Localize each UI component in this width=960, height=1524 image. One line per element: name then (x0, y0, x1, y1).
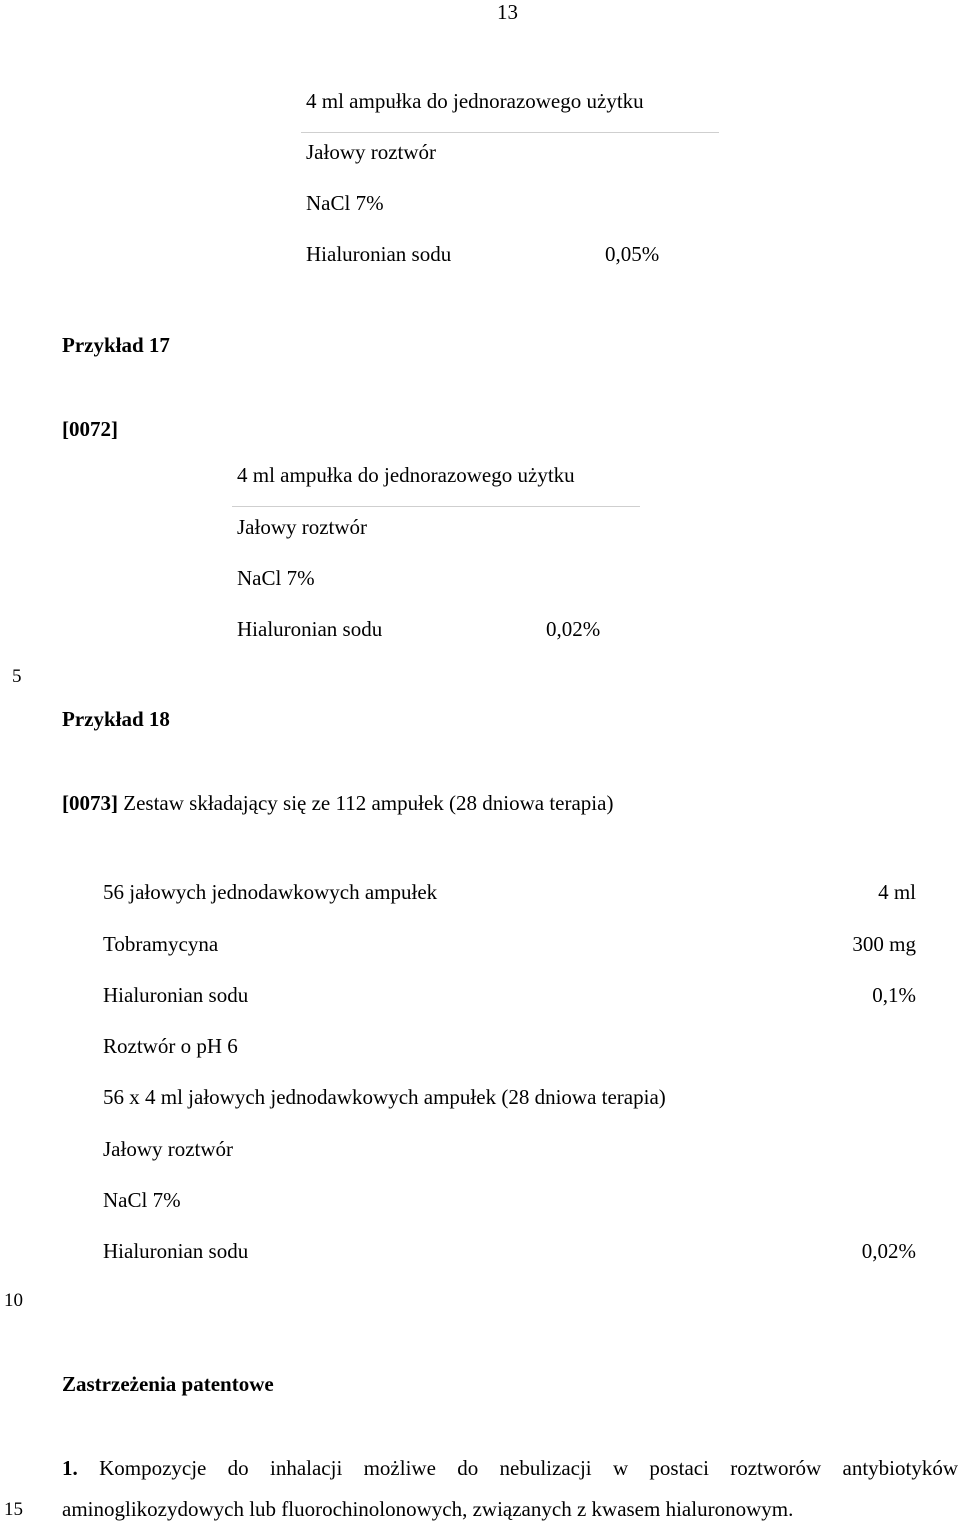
claim-number: 1. (62, 1456, 78, 1480)
kit-item-label: 56 x 4 ml jałowych jednodawkowych ampułek (28 dniowa terapia) (103, 1085, 666, 1109)
composition-line: Jałowy roztwór (306, 140, 437, 164)
composition-label: Hialuronian sodu (306, 242, 452, 266)
kit-item-label: Roztwór o pH 6 (103, 1034, 238, 1058)
claim-1-line-2: aminoglikozydowych lub fluorochinolonowych, związanych z kwasem hialuronowym. (62, 1497, 794, 1521)
header-divider (301, 132, 719, 133)
claim-1-line-1 (62, 1458, 958, 1479)
line-number-10: 10 (4, 1290, 23, 1311)
kit-item-value: 4 ml (878, 880, 916, 904)
claim-text: Kompozycje do inhalacji możliwe do nebulizacji w postaci roztworów antybiotyków (99, 1456, 959, 1480)
kit-item-value: 300 mg (852, 932, 916, 956)
page-number: 13 (497, 0, 518, 24)
kit-item-label: NaCl 7% (103, 1188, 181, 1212)
ampoule-header: 4 ml ampułka do jednorazowego użytku (306, 89, 644, 113)
ampoule-header: 4 ml ampułka do jednorazowego użytku (237, 463, 575, 487)
line-number-15: 15 (4, 1499, 23, 1520)
claims-heading: Zastrzeżenia patentowe (62, 1372, 274, 1396)
example-heading: Przykład 17 (62, 333, 170, 357)
paragraph (62, 793, 613, 814)
paragraph-id: [0073] (62, 791, 118, 815)
example-heading: Przykład 18 (62, 707, 170, 731)
kit-item-value: 0,02% (861, 1239, 916, 1263)
kit-item-label: 56 jałowych jednodawkowych ampułek (103, 880, 438, 904)
composition-line: NaCl 7% (237, 566, 315, 590)
kit-item-label: Tobramycyna (103, 932, 219, 956)
kit-item-value: 0,1% (872, 983, 916, 1007)
composition-line: Jałowy roztwór (237, 515, 368, 539)
paragraph-text: Zestaw składający się ze 112 ampułek (28 dniowa terapia) (123, 791, 614, 815)
composition-line: NaCl 7% (306, 191, 384, 215)
composition-value: 0,05% (605, 242, 660, 266)
kit-item-label: Hialuronian sodu (103, 1239, 249, 1263)
composition-label: Hialuronian sodu (237, 617, 383, 641)
header-divider (232, 506, 640, 507)
line-number-5: 5 (12, 666, 22, 687)
kit-item-label: Jałowy roztwór (103, 1137, 234, 1161)
paragraph-id: [0072] (62, 417, 118, 441)
composition-value: 0,02% (546, 617, 601, 641)
kit-item-label: Hialuronian sodu (103, 983, 249, 1007)
